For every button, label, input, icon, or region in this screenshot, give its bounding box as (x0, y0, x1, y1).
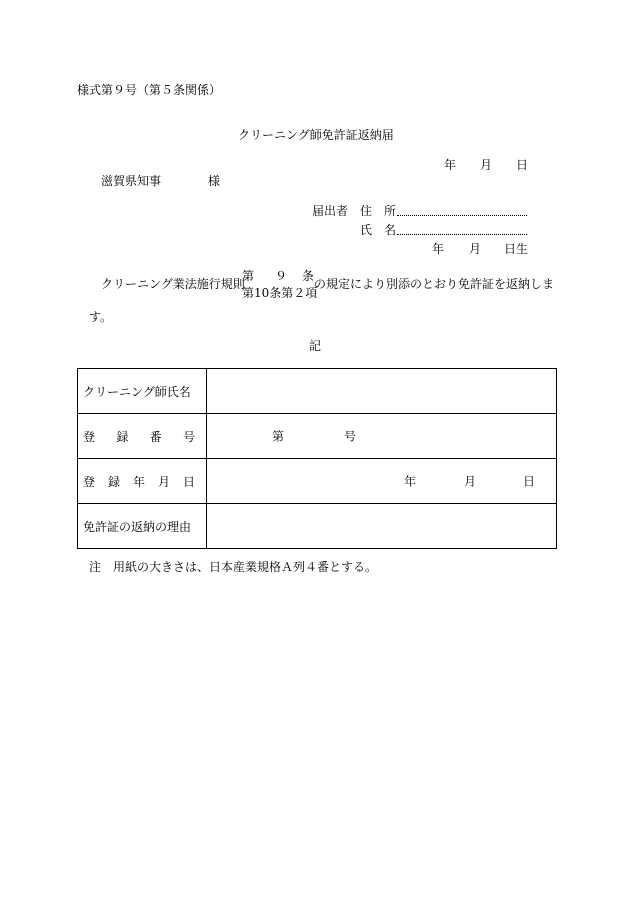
address-label-2: 所 (384, 204, 397, 218)
table-row (78, 504, 557, 549)
row-label-registration-date (78, 459, 207, 504)
row-label-return-reason (78, 504, 207, 549)
registration-number-field[interactable] (207, 414, 557, 459)
label-char: 年 (132, 474, 145, 489)
birth-day-label: 日生 (504, 242, 529, 256)
number-prefix: 第 (272, 429, 285, 444)
body-prefix: クリーニング業法施行規則 (101, 277, 245, 291)
registration-table (77, 368, 557, 549)
name-label-2: 名 (384, 223, 397, 237)
ki-heading: 記 (309, 339, 322, 353)
table-row (78, 369, 557, 414)
label-char: 日 (182, 474, 195, 489)
date-year-label: 年 (444, 158, 457, 172)
name-label-1: 氏 (360, 223, 373, 237)
date-month-label: 月 (480, 158, 493, 172)
addressee-honorific: 様 (208, 174, 221, 188)
body-continuation: す。 (89, 310, 113, 324)
label-char: 月 (157, 474, 170, 489)
table-row (78, 459, 557, 504)
label-char: 登 (83, 429, 96, 444)
label-char: 登 (83, 474, 96, 489)
registration-date-field[interactable] (207, 459, 557, 504)
birth-month-label: 月 (469, 242, 482, 256)
number-suffix: 号 (344, 429, 357, 444)
body-suffix: の規定により別添のとおり免許証を返納しま (314, 277, 555, 291)
article-top-1: 第 (242, 269, 255, 283)
label-char: 号 (182, 429, 195, 444)
name-field[interactable] (397, 234, 527, 235)
row-label-text: クリーニング師氏名 (83, 384, 191, 399)
birth-year-label: 年 (432, 242, 445, 256)
cleaner-name-field[interactable] (207, 369, 557, 414)
article-bottom: 第10条第２項 (242, 286, 318, 300)
row-label-cleaner-name (78, 369, 207, 414)
article-top-2: ９ (275, 269, 288, 283)
address-label-1: 住 (360, 204, 373, 218)
document-title: クリーニング師免許証返納届 (238, 128, 394, 142)
label-char: 番 (149, 429, 162, 444)
article-top-3: 条 (302, 269, 315, 283)
footnote: 注 用紙の大きさは、日本産業規格Ａ列４番とする。 (89, 560, 378, 574)
row-label-registration-number (78, 414, 207, 459)
applicant-label: 届出者 (312, 204, 349, 218)
address-field[interactable] (397, 215, 527, 216)
table-row (78, 414, 557, 459)
label-char: 録 (107, 474, 120, 489)
reg-year-label: 年 (404, 474, 417, 489)
form-number: 様式第９号（第５条関係） (77, 83, 222, 97)
return-reason-field[interactable] (207, 504, 557, 549)
reg-day-label: 日 (523, 474, 536, 489)
label-char: 録 (116, 429, 129, 444)
row-label-text: 免許証の返納の理由 (83, 519, 192, 534)
addressee-name: 滋賀県知事 (101, 174, 162, 188)
date-day-label: 日 (516, 158, 529, 172)
reg-month-label: 月 (464, 474, 477, 489)
